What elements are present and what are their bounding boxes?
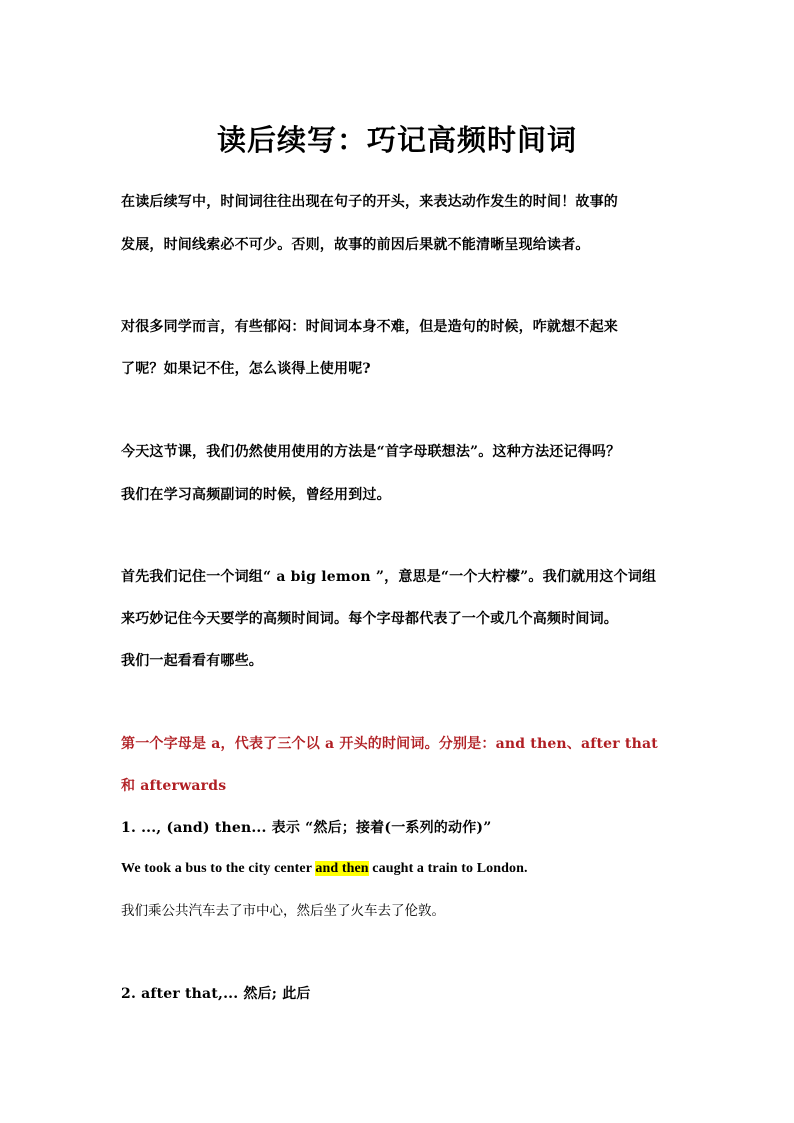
paragraph-3-line-1: 今天这节课，我们仍然使用使用的方法是“首字母联想法”。这种方法还记得吗？ xyxy=(121,444,621,460)
paragraph-2-line-1: 对很多同学而言，有些郁闷：时间词本身不难，但是造句的时候，咋就想不起来 xyxy=(121,319,618,335)
item-1-translation: 我们乘公共汽车去了市中心，然后坐了火车去了伦敦。 xyxy=(121,903,445,919)
paragraph-4-line-2: 来巧妙记住今天要学的高频时间词。每个字母都代表了一个或几个高频时间词。 xyxy=(121,611,618,627)
item-1-example xyxy=(121,859,681,879)
paragraph-2-line-2: 了呢？如果记不住，怎么谈得上使用呢? xyxy=(121,361,371,377)
paragraph-1-line-2: 发展，时间线索必不可少。否则，故事的前因后果就不能清晰呈现给读者。 xyxy=(121,237,590,253)
paragraph-4-line-1: 首先我们记住一个词组“ a big lemon ”，意思是“一个大柠檬”。我们就用这个词组 xyxy=(121,569,657,585)
paragraph-4-line-3: 我们一起看看有哪些。 xyxy=(121,653,263,669)
paragraph-3-line-2: 我们在学习高频副词的时候，曾经用到过。 xyxy=(121,487,391,503)
item-2-heading: 2. after that,... 然后; 此后 xyxy=(121,986,311,1002)
paragraph-1-line-1: 在读后续写中，时间词往往出现在句子的开头，来表达动作发生的时间！故事的 xyxy=(121,194,618,210)
section-a-line-2: 和 afterwards xyxy=(121,778,227,794)
highlighted-phrase: and then xyxy=(315,861,369,876)
page-title: 读后续写：巧记高频时间词 xyxy=(216,123,577,157)
item-1-heading: 1. ..., (and) then... 表示 “然后；接着(一系列的动作)” xyxy=(121,820,492,836)
example-text-after: caught a train to London. xyxy=(368,861,528,876)
example-text-before: We took a bus to the city center xyxy=(121,861,316,876)
section-a-line-1: 第一个字母是 a，代表了三个以 a 开头的时间词。分别是：and then、after that xyxy=(121,736,658,752)
